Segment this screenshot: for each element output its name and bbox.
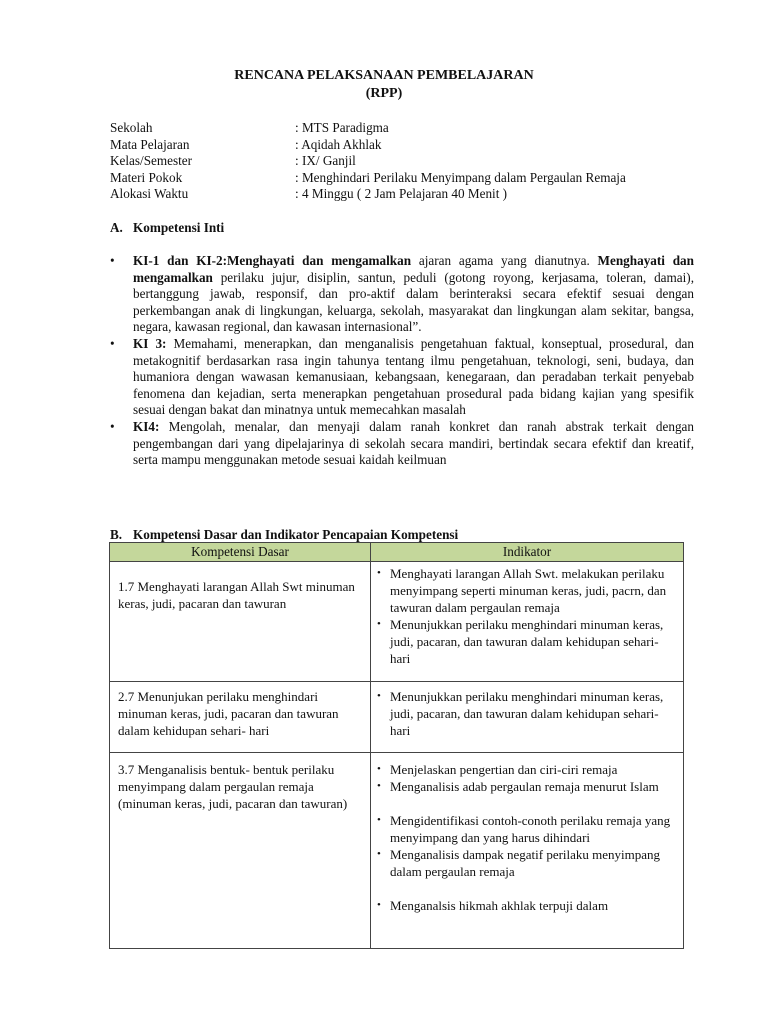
ki-label: KI-1 dan KI-2:Menghayati dan mengamalkan bbox=[133, 253, 412, 268]
kd-cell bbox=[110, 562, 371, 682]
kompetensi-inti-list bbox=[110, 253, 694, 469]
column-header-indikator: Indikator bbox=[371, 543, 684, 562]
indicator-item: • Menjelaskan pengertian dan ciri-ciri remaja bbox=[377, 762, 618, 777]
meta-label: Alokasi Waktu bbox=[110, 186, 189, 202]
bullet-icon: • bbox=[377, 899, 381, 911]
bullet-icon: • bbox=[110, 253, 115, 268]
ki-item-1-2 bbox=[110, 253, 694, 336]
indicator-cell bbox=[371, 753, 684, 949]
document-title: RENCANA PELAKSANAAN PEMBELAJARAN bbox=[234, 68, 534, 83]
indicator-item: • Mengidentifikasi contoh-conoth perilaku remaja yang menyimpang dan yang harus dihindari bbox=[377, 813, 671, 845]
kd-text: 3.7 Menganalisis bentuk- bentuk perilaku menyimpang dalam pergaulan remaja (minuman keras, judi, pacaran dan tawuran) bbox=[118, 762, 348, 811]
meta-value: : 4 Minggu ( 2 Jam Pelajaran 40 Menit ) bbox=[295, 186, 508, 202]
ki-text: Mengolah, menalar, dan menyaji dalam ranah konkret dan ranah abstrak terkait dengan pengembangan dari yang dipelajarinya di sekolah secara mandiri, bertindak secara efektif dan kreatif, serta mampu menggunakan metode sesuai kaidah keilmuan bbox=[133, 418, 694, 468]
indicator-item: • Menunjukkan perilaku menghindari minuman keras, judi, pacaran, dan tawuran dalam kehidupan sehari-hari bbox=[377, 689, 664, 738]
bullet-icon: • bbox=[377, 567, 381, 579]
ki-item-4 bbox=[110, 419, 694, 469]
ki-text: perilaku jujur, disiplin, santun, peduli (gotong royong, kerjasama, toleran, damai), bertanggung jawab, responsif, dan pro-aktif dalam berinteraksi secara efektif sesuai dengan perkembangan anak di lingkungan, keluarga, sekolah, masyarakat dan lingkungan alam sekitar, bangsa, negara, kawasan regional, dan kawasan internasional”. bbox=[133, 269, 694, 335]
ki-label: KI4: bbox=[133, 418, 160, 434]
meta-row-alokasi-waktu bbox=[110, 186, 710, 203]
meta-row-kelas-semester bbox=[110, 153, 710, 170]
section-a-heading bbox=[110, 220, 224, 236]
meta-value: : Aqidah Akhlak bbox=[295, 136, 382, 152]
meta-row-sekolah bbox=[110, 120, 710, 137]
section-number: A. bbox=[110, 220, 123, 235]
indicator-item: • Menghayati larangan Allah Swt. melakukan perilaku menyimpang seperti minuman keras, judi, pacrn, dan tawuran dalam pergaulan remaja bbox=[377, 566, 667, 615]
column-header-kompetensi-dasar: Kompetensi Dasar bbox=[110, 543, 371, 562]
bullet-icon: • bbox=[377, 763, 381, 775]
table-row bbox=[110, 682, 684, 753]
indicator-item: • Menganalisis adab pergaulan remaja menurut Islam bbox=[377, 779, 659, 794]
indicator-cell bbox=[371, 682, 684, 753]
ki-text: ajaran agama yang dianutnya. bbox=[411, 253, 598, 268]
meta-row-materi-pokok bbox=[110, 170, 710, 187]
table-row bbox=[110, 753, 684, 949]
section-b-heading bbox=[110, 527, 458, 543]
ki-text: Memahami, menerapkan, dan menganalisis pengetahuan faktual, konseptual, prosedural, dan metakognitif berdasarkan rasa ingin tahunya tentang ilmu pengetahuan, teknologi, seni, budaya, dan humaniora dengan wawasan kemanusiaan, kebangsaan, kenegaraan, dan peradaban terkait penyebab fenomena dan kejadian, serta menerapkan pengetahuan prosedural pada bidang kajian yang spesifik sesuai dengan bakat dan minatnya untuk memecahkan masalah bbox=[133, 335, 695, 418]
meta-label: Kelas/Semester bbox=[110, 153, 193, 169]
section-number: B. bbox=[110, 527, 123, 542]
ki-emphasis: Menghayati dan mengamalkan bbox=[133, 253, 694, 285]
table-row bbox=[110, 562, 684, 682]
indicator-cell bbox=[371, 562, 684, 682]
meta-row-mata-pelajaran bbox=[110, 137, 710, 154]
bullet-icon: • bbox=[110, 335, 115, 351]
meta-value: : IX/ Ganjil bbox=[295, 153, 356, 169]
section-title: Kompetensi Dasar dan Indikator Pencapaian Kompetensi bbox=[133, 527, 459, 542]
meta-value: : MTS Paradigma bbox=[295, 120, 389, 135]
kd-indikator-table bbox=[109, 542, 684, 949]
meta-value: : Menghindari Perilaku Menyimpang dalam Pergaulan Remaja bbox=[295, 169, 626, 185]
identity-block bbox=[110, 120, 710, 203]
kd-text: 2.7 Menunjukan perilaku menghindari minuman keras, judi, pacaran dan tawuran dalam kehidupan sehari- hari bbox=[118, 689, 339, 738]
ki-label: KI 3: bbox=[133, 335, 167, 351]
indicator-item: • Menganalsis hikmah akhlak terpuji dalam bbox=[377, 898, 609, 913]
bullet-icon: • bbox=[377, 690, 381, 702]
indicator-item: • Menunjukkan perilaku menghindari minuman keras, judi, pacaran, dan tawuran dalam kehidupan sehari-hari bbox=[377, 617, 664, 666]
section-title: Kompetensi Inti bbox=[133, 220, 225, 235]
kd-cell bbox=[110, 753, 371, 949]
indicator-item: • Menganalisis dampak negatif perilaku menyimpang dalam pergaulan remaja bbox=[377, 847, 661, 879]
bullet-icon: • bbox=[377, 780, 381, 792]
bullet-icon: • bbox=[377, 848, 381, 860]
bullet-icon: • bbox=[377, 618, 381, 630]
kd-cell bbox=[110, 682, 371, 753]
kd-text: 1.7 Menghayati larangan Allah Swt minuman keras, judi, pacaran dan tawuran bbox=[118, 579, 355, 611]
meta-label: Mata Pelajaran bbox=[110, 136, 190, 152]
document-subtitle: (RPP) bbox=[365, 86, 403, 101]
meta-label: Sekolah bbox=[110, 120, 153, 135]
meta-label: Materi Pokok bbox=[110, 169, 183, 185]
bullet-icon: • bbox=[377, 814, 381, 826]
bullet-icon: • bbox=[110, 418, 115, 434]
ki-item-3 bbox=[110, 336, 694, 419]
table-header-row bbox=[110, 543, 684, 562]
